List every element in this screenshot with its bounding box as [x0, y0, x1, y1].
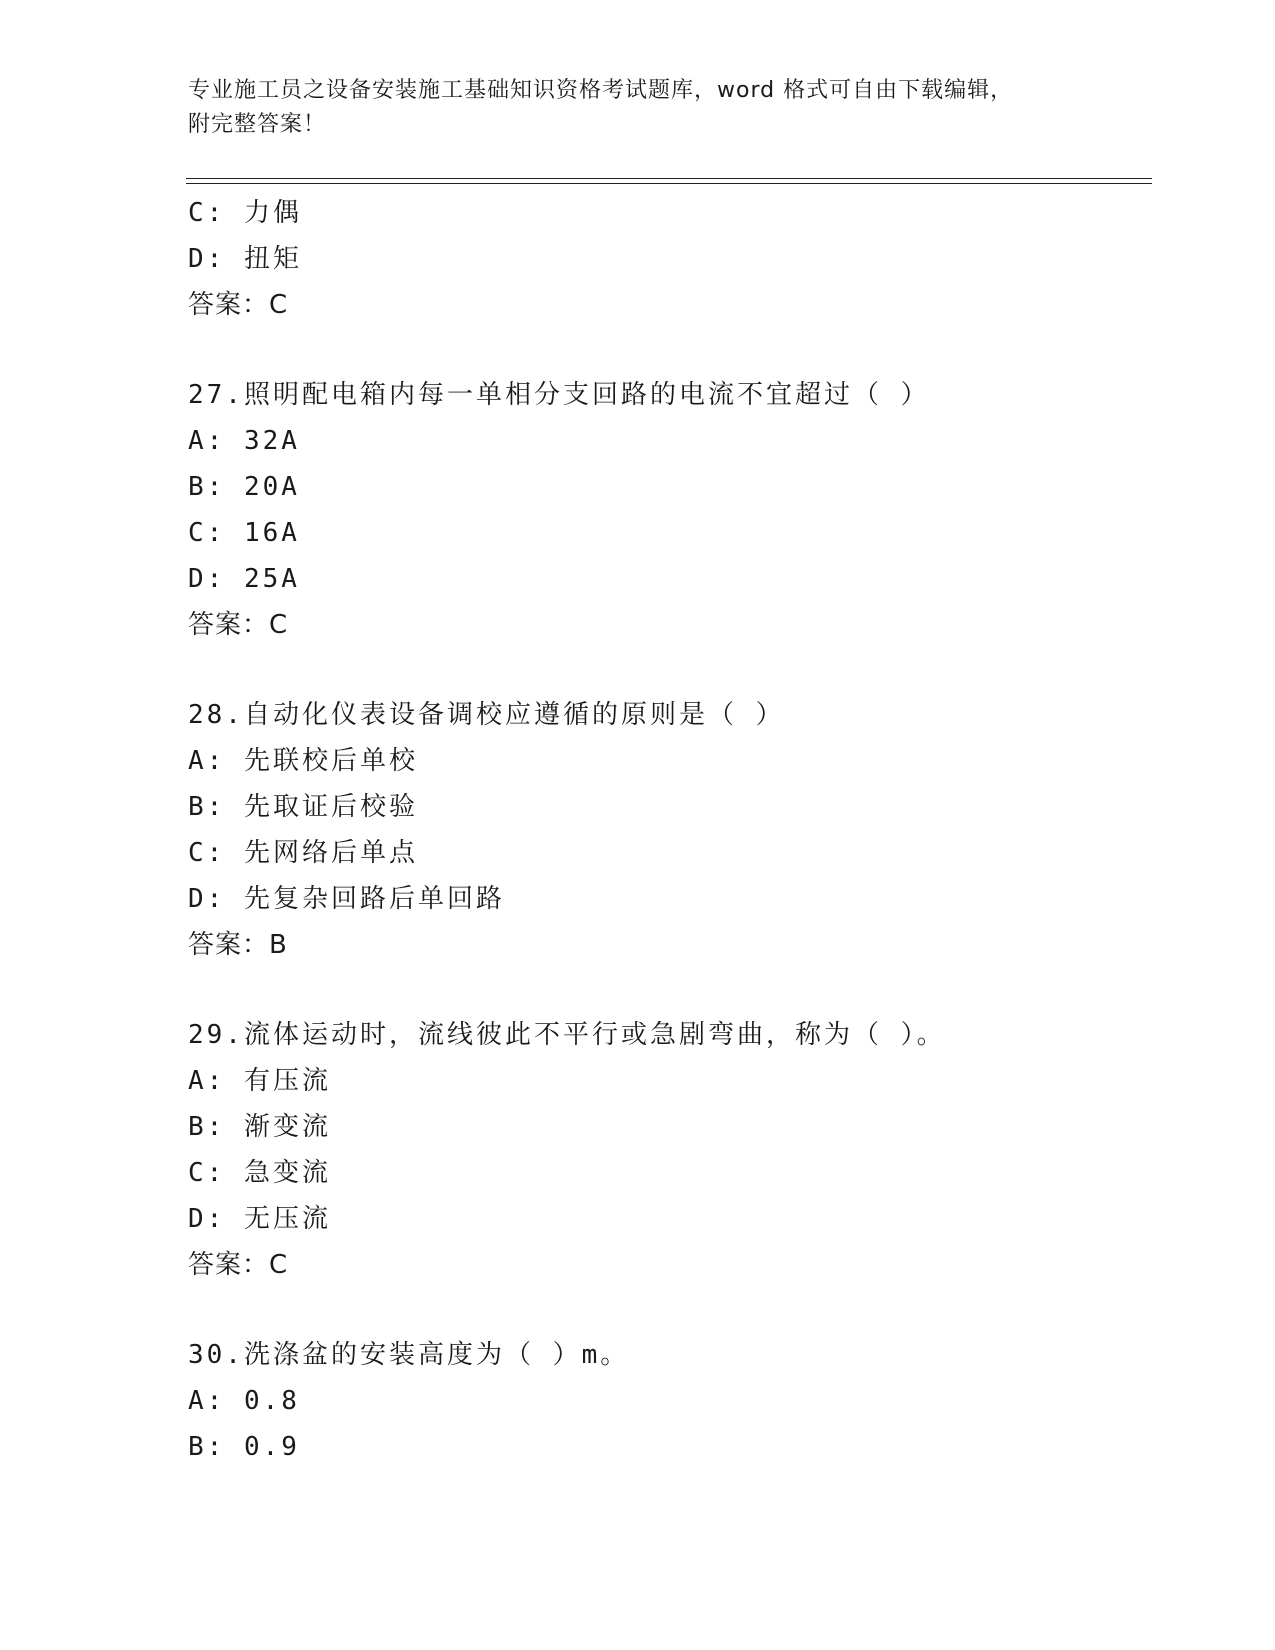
option-a: A: 32A — [188, 426, 300, 456]
option-c: C: 急变流 — [188, 1158, 331, 1188]
question-stem: 28.自动化仪表设备调校应遵循的原则是（ ） — [188, 700, 785, 730]
answer-line: 答案：B — [188, 930, 288, 960]
question-stem: 29.流体运动时，流线彼此不平行或急剧弯曲，称为（ ）。 — [188, 1020, 946, 1050]
option-c: C: 16A — [188, 518, 300, 548]
question-26-continuation — [188, 190, 1148, 328]
option-b: B: 0.9 — [188, 1432, 300, 1462]
spacer — [188, 968, 1148, 1012]
option-a: A: 先联校后单校 — [188, 746, 418, 776]
header-divider-bottom — [186, 183, 1152, 184]
header-title-line-2: 附完整答案！ — [188, 112, 327, 137]
spacer — [188, 648, 1148, 692]
option-d: D: 无压流 — [188, 1204, 331, 1234]
answer-line: 答案：C — [188, 1250, 289, 1280]
option-d: D: 25A — [188, 564, 300, 594]
option-d: D: 先复杂回路后单回路 — [188, 884, 505, 914]
question-list — [188, 190, 1148, 1470]
spacer — [188, 1288, 1148, 1332]
option-b: B: 20A — [188, 472, 300, 502]
spacer — [188, 328, 1148, 372]
option-b: B: 渐变流 — [188, 1112, 331, 1142]
question-29 — [188, 1012, 1148, 1288]
question-27 — [188, 372, 1148, 648]
option-a: A: 有压流 — [188, 1066, 331, 1096]
question-stem: 30.洗涤盆的安装高度为（ ）m。 — [188, 1340, 630, 1370]
option-b: B: 先取证后校验 — [188, 792, 418, 822]
option-a: A: 0.8 — [188, 1386, 300, 1416]
header-divider-top — [186, 178, 1152, 179]
option-c: C: 先网络后单点 — [188, 838, 418, 868]
answer-line: 答案：C — [188, 610, 289, 640]
answer-line: 答案：C — [188, 290, 289, 320]
document-header — [188, 74, 1088, 142]
option-d: D: 扭矩 — [188, 244, 302, 274]
question-stem: 27.照明配电箱内每一单相分支回路的电流不宜超过（ ） — [188, 380, 930, 410]
question-30 — [188, 1332, 1148, 1470]
question-28 — [188, 692, 1148, 968]
header-title-line-1: 专业施工员之设备安装施工基础知识资格考试题库，word 格式可自由下载编辑， — [188, 78, 1014, 103]
option-c: C: 力偶 — [188, 198, 302, 228]
